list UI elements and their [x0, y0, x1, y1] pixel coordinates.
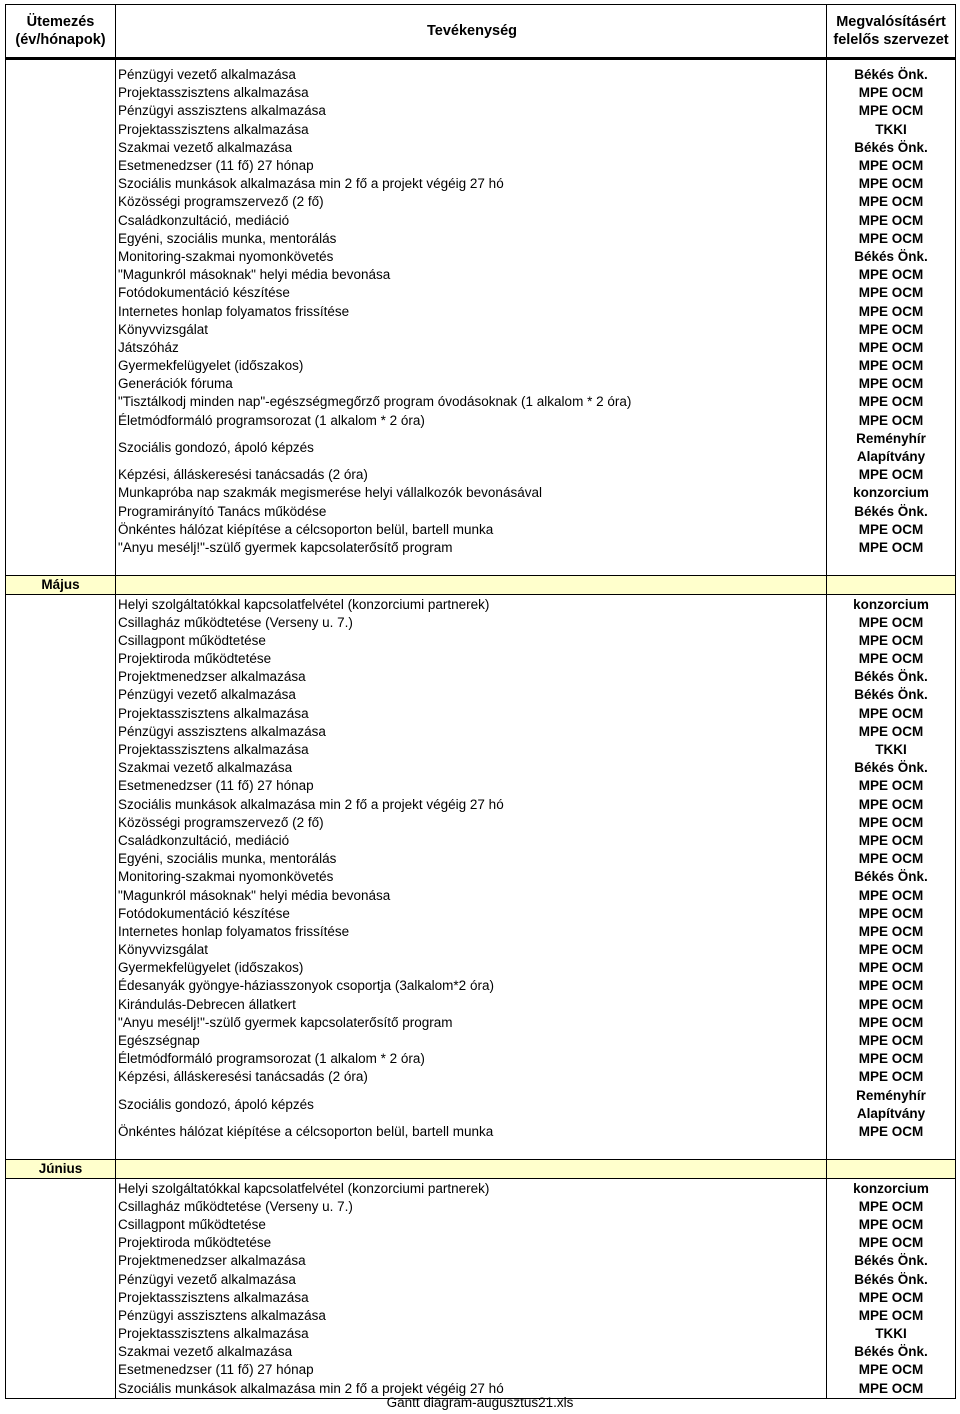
organization-cell: MPE OCM: [827, 923, 956, 941]
table-row: [6, 923, 956, 941]
activity-cell: Csillagház működtetése (Verseny u. 7.): [118, 1198, 353, 1214]
table-row: [6, 705, 956, 723]
activity-cell: "Magunkról másoknak" helyi média bevonása: [118, 267, 391, 283]
organization-cell: MPE OCM: [827, 941, 956, 959]
table-row: [6, 777, 956, 795]
organization-cell: MPE OCM: [827, 1307, 956, 1325]
table-row: [6, 375, 956, 393]
organization-cell: MPE OCM: [827, 796, 956, 814]
schedule-cell: [6, 1032, 116, 1050]
schedule-cell: [6, 430, 116, 466]
organization-cell: konzorcium: [827, 595, 956, 614]
activity-cell: Internetes honlap folyamatos frissítése: [118, 923, 350, 939]
activity-cell: Csillagház működtetése (Verseny u. 7.): [118, 614, 353, 630]
month-activity-cell: [116, 1160, 827, 1179]
schedule-cell: [6, 886, 116, 904]
organization-cell: MPE OCM: [827, 814, 956, 832]
organization-cell: MPE OCM: [827, 705, 956, 723]
activity-cell: Könyvvizsgálat: [118, 321, 209, 337]
table-row: [6, 66, 956, 84]
schedule-cell: [6, 1289, 116, 1307]
gantt-table-body: [6, 5, 956, 1399]
table-row: [6, 1014, 956, 1032]
table-row: [6, 1252, 956, 1270]
organization-cell: MPE OCM: [827, 1361, 956, 1379]
table-row: [6, 832, 956, 850]
activity-cell: Családkonzultáció, mediáció: [118, 832, 290, 848]
month-org-cell: [827, 1160, 956, 1179]
organization-cell: MPE OCM: [827, 650, 956, 668]
schedule-cell: [6, 796, 116, 814]
schedule-cell: [6, 632, 116, 650]
schedule-cell: [6, 102, 116, 120]
table-row: [6, 905, 956, 923]
spacer-cell: [6, 557, 116, 576]
organization-cell: MPE OCM: [827, 284, 956, 302]
table-row: [6, 1289, 956, 1307]
activity-cell: Szociális munkások alkalmazása min 2 fő a projekt végéig 27 hó: [116, 1380, 827, 1399]
schedule-cell: [6, 959, 116, 977]
schedule-cell: [6, 723, 116, 741]
organization-cell: MPE OCM: [827, 1289, 956, 1307]
schedule-cell: [6, 193, 116, 211]
month-row: [6, 1160, 956, 1179]
table-row: [6, 595, 956, 614]
schedule-cell: [6, 284, 116, 302]
table-row: [6, 1307, 956, 1325]
activity-cell: Gyermekfelügyelet (időszakos): [118, 358, 304, 374]
table-row: [6, 886, 956, 904]
organization-cell: MPE OCM: [827, 832, 956, 850]
table-row: [6, 521, 956, 539]
table-row: [6, 484, 956, 502]
schedule-cell: [6, 777, 116, 795]
activity-cell: Önkéntes hálózat kiépítése a célcsoporton belül, bartell munka: [118, 1124, 494, 1139]
activity-cell: Internetes honlap folyamatos frissítése: [118, 303, 350, 319]
activity-cell: "Magunkról másoknak" helyi média bevonása: [118, 887, 391, 903]
table-row: [6, 796, 956, 814]
organization-cell: MPE OCM: [827, 1234, 956, 1252]
schedule-cell: [6, 850, 116, 868]
organization-cell: MPE OCM: [827, 375, 956, 393]
activity-cell: Esetmenedzser (11 fő) 27 hónap: [118, 778, 314, 794]
activity-cell: Projektasszisztens alkalmazása: [118, 705, 309, 721]
activity-cell: Generációk fóruma: [118, 376, 233, 392]
activity-cell: Projektiroda működtetése: [118, 651, 272, 667]
activity-cell: "Anyu mesélj!"-szülő gyermek kapcsolaterősítő program: [118, 1014, 453, 1030]
activity-cell: Egyéni, szociális munka, mentorálás: [118, 851, 337, 867]
activity-cell: Fotódokumentáció készítése: [118, 285, 290, 301]
table-row: [6, 850, 956, 868]
schedule-cell: [6, 84, 116, 102]
spacer-cell: [827, 1141, 956, 1160]
schedule-cell: [6, 393, 116, 411]
schedule-cell: [6, 175, 116, 193]
table-row: [6, 1325, 956, 1343]
spacer-row: [6, 557, 956, 576]
separator-cell: [116, 59, 827, 67]
schedule-cell: [6, 1198, 116, 1216]
activity-cell: Könyvvizsgálat: [118, 942, 209, 958]
activity-cell: Projektasszisztens alkalmazása: [118, 1326, 309, 1342]
organization-cell: TKKI: [827, 121, 956, 139]
organization-cell: MPE OCM: [827, 412, 956, 430]
activity-cell: Projektiroda működtetése: [118, 1235, 272, 1251]
organization-cell: MPE OCM: [827, 521, 956, 539]
table-row: [6, 121, 956, 139]
organization-cell: TKKI: [827, 741, 956, 759]
schedule-cell: [6, 1252, 116, 1270]
organization-cell: MPE OCM: [827, 1198, 956, 1216]
schedule-cell: [6, 266, 116, 284]
table-row: [6, 759, 956, 777]
organization-cell: MPE OCM: [827, 266, 956, 284]
spacer-row: [6, 1141, 956, 1160]
table-row: [6, 321, 956, 339]
schedule-cell: [6, 650, 116, 668]
schedule-cell: [6, 1050, 116, 1068]
gantt-table: [5, 4, 956, 1399]
table-row: [6, 632, 956, 650]
spacer-cell: [827, 557, 956, 576]
schedule-cell: [6, 503, 116, 521]
organization-cell: Reményhír Alapítvány: [827, 1087, 956, 1123]
table-row: [6, 1179, 956, 1198]
schedule-cell: [6, 832, 116, 850]
activity-cell: Csillagpont működtetése: [118, 1216, 266, 1232]
activity-cell: Pénzügyi vezető alkalmazása: [118, 687, 296, 703]
schedule-cell: [6, 339, 116, 357]
activity-cell: Szociális munkások alkalmazása min 2 fő a projekt végéig 27 hó: [118, 176, 504, 192]
activity-cell: Képzési, álláskeresési tanácsadás (2 óra): [118, 467, 368, 483]
schedule-cell: [6, 1325, 116, 1343]
activity-cell: "Tisztálkodj minden nap"-egészségmegőrző program óvodásoknak (1 alkalom * 2 óra): [118, 394, 632, 410]
table-row: [6, 339, 956, 357]
organization-cell: MPE OCM: [827, 84, 956, 102]
table-row: [6, 1216, 956, 1234]
activity-cell: Projektasszisztens alkalmazása: [118, 1289, 309, 1305]
schedule-cell: [6, 705, 116, 723]
table-row: [6, 102, 956, 120]
activity-cell: Pénzügyi vezető alkalmazása: [118, 1271, 296, 1287]
schedule-cell: [6, 212, 116, 230]
activity-cell: Közösségi programszervező (2 fő): [118, 814, 324, 830]
organization-cell: MPE OCM: [827, 614, 956, 632]
table-row: [6, 284, 956, 302]
schedule-cell: [6, 814, 116, 832]
table-row: [6, 139, 956, 157]
schedule-cell: [6, 357, 116, 375]
activity-cell: Gyermekfelügyelet (időszakos): [118, 960, 304, 976]
table-row: [6, 230, 956, 248]
organization-cell: MPE OCM: [827, 1068, 956, 1086]
schedule-cell: [6, 1307, 116, 1325]
schedule-cell: [6, 302, 116, 320]
organization-cell: Békés Önk.: [827, 503, 956, 521]
schedule-cell: [6, 248, 116, 266]
activity-cell: Esetmenedzser (11 fő) 27 hónap: [118, 158, 314, 174]
table-row: [6, 959, 956, 977]
separator-cell: [827, 59, 956, 67]
table-row: [6, 741, 956, 759]
schedule-cell: [6, 1361, 116, 1379]
activity-cell: Szakmai vezető alkalmazása: [118, 1344, 293, 1360]
activity-cell: Programirányító Tanács működése: [118, 503, 327, 519]
month-org-cell: [827, 576, 956, 595]
activity-cell: "Anyu mesélj!"-szülő gyermek kapcsolaterősítő program: [118, 539, 453, 555]
table-row: [6, 1050, 956, 1068]
table-row: [6, 212, 956, 230]
schedule-cell: [6, 941, 116, 959]
organization-cell: Békés Önk.: [827, 1270, 956, 1288]
schedule-cell: [6, 466, 116, 484]
table-row: [6, 996, 956, 1014]
schedule-cell: [6, 977, 116, 995]
table-row: [6, 650, 956, 668]
organization-cell: Békés Önk.: [827, 66, 956, 84]
activity-cell: Szakmai vezető alkalmazása: [118, 139, 293, 155]
activity-cell: Pénzügyi asszisztens alkalmazása: [118, 1307, 326, 1323]
activity-cell: Pénzügyi asszisztens alkalmazása: [118, 723, 326, 739]
schedule-cell: [6, 1343, 116, 1361]
table-row: [6, 430, 956, 466]
table-row: [6, 1234, 956, 1252]
schedule-cell: [6, 1123, 116, 1141]
organization-cell: MPE OCM: [827, 230, 956, 248]
header-schedule: Ütemezés (év/hónapok): [6, 5, 116, 59]
activity-cell: Életmódformáló programsorozat (1 alkalom * 2 óra): [118, 412, 425, 428]
organization-cell: konzorcium: [827, 484, 956, 502]
organization-cell: MPE OCM: [827, 321, 956, 339]
table-row: [6, 686, 956, 704]
table-row: [6, 1198, 956, 1216]
activity-cell: Monitoring-szakmai nyomonkövetés: [118, 869, 334, 885]
activity-cell: Önkéntes hálózat kiépítése a célcsoporton belül, bartell munka: [118, 521, 494, 537]
activity-cell: Közösségi programszervező (2 fő): [118, 194, 324, 210]
activity-cell: Pénzügyi asszisztens alkalmazása: [118, 103, 326, 119]
schedule-cell: [6, 1014, 116, 1032]
organization-cell: Békés Önk.: [827, 1252, 956, 1270]
table-row: [6, 266, 956, 284]
organization-cell: MPE OCM: [827, 212, 956, 230]
spacer-cell: [6, 1141, 116, 1160]
spacer-cell: [116, 1141, 827, 1160]
table-row: [6, 1032, 956, 1050]
spacer-cell: [116, 557, 827, 576]
schedule-cell: [6, 996, 116, 1014]
activity-cell: Szociális munkások alkalmazása min 2 fő a projekt végéig 27 hó: [118, 796, 504, 812]
organization-cell: MPE OCM: [827, 996, 956, 1014]
organization-cell: MPE OCM: [827, 723, 956, 741]
organization-cell: MPE OCM: [827, 102, 956, 120]
footer-filename: Gantt diagram-augusztus21.xls: [386, 1395, 574, 1410]
activity-cell: Egyéni, szociális munka, mentorálás: [118, 230, 337, 246]
schedule-cell: [6, 923, 116, 941]
activity-cell: Szociális gondozó, ápoló képzés: [118, 1096, 314, 1112]
schedule-cell: [6, 741, 116, 759]
organization-cell: MPE OCM: [827, 1380, 956, 1399]
organization-cell: MPE OCM: [827, 1014, 956, 1032]
schedule-cell: [6, 539, 116, 557]
organization-cell: MPE OCM: [827, 777, 956, 795]
activity-cell: Édesanyák gyöngye-háziasszonyok csoportja (3alkalom*2 óra): [118, 978, 494, 994]
schedule-cell: [6, 868, 116, 886]
organization-cell: MPE OCM: [827, 175, 956, 193]
activity-cell: Fotódokumentáció készítése: [118, 905, 290, 921]
activity-cell: Projektasszisztens alkalmazása: [118, 85, 309, 101]
table-row: [6, 393, 956, 411]
table-row: [6, 412, 956, 430]
table-row: [6, 466, 956, 484]
table-row: [6, 941, 956, 959]
schedule-cell: [6, 614, 116, 632]
schedule-cell: [6, 1270, 116, 1288]
organization-cell: TKKI: [827, 1325, 956, 1343]
table-row: [6, 1343, 956, 1361]
schedule-cell: [6, 230, 116, 248]
activity-cell: Kirándulás-Debrecen állatkert: [118, 996, 296, 1012]
activity-cell: Helyi szolgáltatókkal kapcsolatfelvétel (konzorciumi partnerek): [118, 1180, 490, 1196]
organization-cell: MPE OCM: [827, 905, 956, 923]
table-row: [6, 84, 956, 102]
schedule-cell: [6, 521, 116, 539]
separator-cell: [6, 59, 116, 67]
schedule-cell: [6, 905, 116, 923]
organization-cell: Békés Önk.: [827, 686, 956, 704]
table-row: [6, 193, 956, 211]
table-row: [6, 1087, 956, 1123]
organization-cell: MPE OCM: [827, 850, 956, 868]
activity-cell: Projektasszisztens alkalmazása: [118, 121, 309, 137]
activity-cell: Szakmai vezető alkalmazása: [118, 760, 293, 776]
organization-cell: MPE OCM: [827, 1032, 956, 1050]
schedule-cell: [6, 1216, 116, 1234]
activity-cell: Helyi szolgáltatókkal kapcsolatfelvétel (konzorciumi partnerek): [118, 596, 490, 612]
table-row: [6, 614, 956, 632]
activity-cell: Projektasszisztens alkalmazása: [118, 742, 309, 758]
schedule-cell: [6, 668, 116, 686]
organization-cell: konzorcium: [827, 1179, 956, 1198]
organization-cell: Reményhír Alapítvány: [827, 430, 956, 466]
schedule-cell: [6, 139, 116, 157]
organization-cell: MPE OCM: [827, 339, 956, 357]
table-row: [6, 868, 956, 886]
organization-cell: Békés Önk.: [827, 668, 956, 686]
table-row: [6, 1270, 956, 1288]
table-row: [6, 539, 956, 557]
organization-cell: Békés Önk.: [827, 1343, 956, 1361]
schedule-cell: [6, 66, 116, 84]
table-row: [6, 1123, 956, 1141]
table-row: [6, 503, 956, 521]
table-row: [6, 814, 956, 832]
activity-cell: Munkapróba nap szakmák megismerése helyi vállalkozók bevonásával: [118, 485, 542, 501]
schedule-cell: [6, 375, 116, 393]
month-row: [6, 576, 956, 595]
header-activity: Tevékenység: [116, 5, 827, 59]
activity-cell: Projektmenedzser alkalmazása: [118, 669, 306, 685]
organization-cell: MPE OCM: [827, 193, 956, 211]
organization-cell: MPE OCM: [827, 1216, 956, 1234]
header-organization: Megvalósításért felelős szervezet: [827, 5, 956, 59]
schedule-cell: [6, 121, 116, 139]
schedule-cell: [6, 595, 116, 614]
schedule-cell: [6, 686, 116, 704]
header-separator: [6, 59, 956, 67]
organization-cell: MPE OCM: [827, 886, 956, 904]
organization-cell: Békés Önk.: [827, 868, 956, 886]
schedule-cell: [6, 412, 116, 430]
activity-cell: Projektmenedzser alkalmazása: [118, 1253, 306, 1269]
schedule-cell: [6, 1068, 116, 1086]
schedule-cell: [6, 1087, 116, 1123]
organization-cell: MPE OCM: [827, 959, 956, 977]
activity-cell: Életmódformáló programsorozat (1 alkalom * 2 óra): [118, 1051, 425, 1067]
activity-cell: Családkonzultáció, mediáció: [118, 212, 290, 228]
header-row: [6, 5, 956, 59]
table-row: [6, 357, 956, 375]
table-row: [6, 175, 956, 193]
activity-cell: Képzési, álláskeresési tanácsadás (2 óra): [118, 1069, 368, 1085]
organization-cell: Békés Önk.: [827, 139, 956, 157]
activity-cell: Játszóház: [118, 339, 179, 355]
table-row: [6, 668, 956, 686]
schedule-cell: [6, 484, 116, 502]
activity-cell: Monitoring-szakmai nyomonkövetés: [118, 248, 334, 264]
organization-cell: MPE OCM: [827, 1123, 956, 1141]
month-label: Június: [6, 1160, 116, 1179]
organization-cell: Békés Önk.: [827, 759, 956, 777]
organization-cell: MPE OCM: [827, 539, 956, 557]
organization-cell: MPE OCM: [827, 302, 956, 320]
table-row: [6, 977, 956, 995]
activity-cell: Csillagpont működtetése: [118, 632, 266, 648]
organization-cell: MPE OCM: [827, 1050, 956, 1068]
organization-cell: MPE OCM: [827, 157, 956, 175]
month-label: Május: [6, 576, 116, 595]
table-row: [6, 1068, 956, 1086]
month-activity-cell: [116, 576, 827, 595]
organization-cell: MPE OCM: [827, 393, 956, 411]
table-row: [6, 723, 956, 741]
activity-cell: Esetmenedzser (11 fő) 27 hónap: [118, 1362, 314, 1378]
schedule-cell: [6, 1179, 116, 1198]
schedule-cell: [6, 759, 116, 777]
activity-cell: Szociális gondozó, ápoló képzés: [118, 439, 314, 455]
organization-cell: MPE OCM: [827, 632, 956, 650]
organization-cell: MPE OCM: [827, 357, 956, 375]
organization-cell: MPE OCM: [827, 977, 956, 995]
activity-cell: Pénzügyi vezető alkalmazása: [118, 67, 296, 83]
table-row: [6, 248, 956, 266]
table-row: [6, 157, 956, 175]
table-row: [6, 1361, 956, 1379]
activity-cell: Egészségnap: [118, 1033, 200, 1049]
table-row: [6, 302, 956, 320]
schedule-cell: [6, 321, 116, 339]
schedule-cell: [6, 157, 116, 175]
organization-cell: Békés Önk.: [827, 248, 956, 266]
organization-cell: MPE OCM: [827, 466, 956, 484]
schedule-cell: [6, 1234, 116, 1252]
